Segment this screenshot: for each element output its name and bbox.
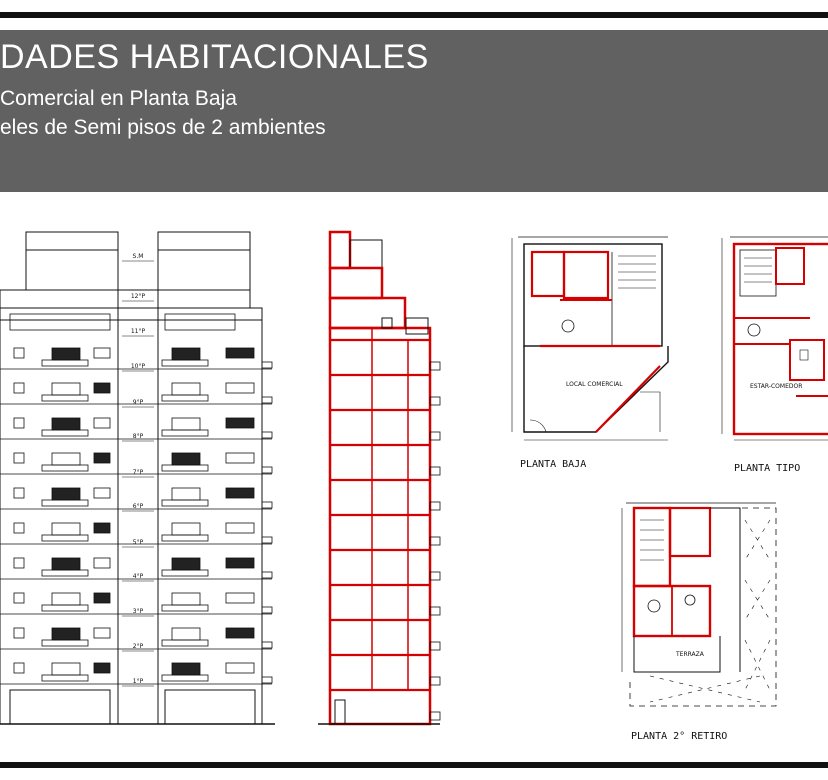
balcony-window [52, 418, 80, 430]
floor-label: 4°P [132, 573, 144, 580]
balcony-window [172, 558, 200, 570]
side-balcony [262, 502, 272, 508]
balcony-window [172, 348, 200, 360]
window [94, 383, 110, 393]
side-balcony [262, 607, 272, 613]
plan-planta-baja [512, 237, 668, 470]
front-elevation [0, 232, 275, 724]
side-balcony [262, 467, 272, 473]
subtitle-line-2: eles de Semi pisos de 2 ambientes [0, 116, 326, 139]
balcony-rail [162, 675, 208, 681]
window [94, 453, 110, 463]
balcony-rail [42, 535, 88, 541]
section-balcony [430, 537, 440, 545]
window [94, 593, 110, 603]
section-balcony [430, 677, 440, 685]
floor-label: S.M [132, 253, 144, 260]
balcony-rail [162, 500, 208, 506]
caption-planta-retiro: PLANTA 2° RETIRO [631, 731, 728, 742]
window [226, 593, 254, 603]
side-balcony [262, 537, 272, 543]
balcony-window [52, 383, 80, 395]
balcony-rail [42, 500, 88, 506]
balcony-window [172, 663, 200, 675]
floor-label: 10°P [130, 363, 146, 370]
window [14, 418, 24, 428]
balcony-window [172, 628, 200, 640]
floor-label: 11°P [130, 328, 146, 335]
balcony-window [172, 523, 200, 535]
balcony-window [52, 488, 80, 500]
floor-label: 9°P [132, 399, 144, 406]
window [94, 348, 110, 358]
balcony-rail [42, 640, 88, 646]
caption-planta-baja: PLANTA BAJA [520, 459, 587, 470]
floor-label: 6°P [132, 503, 144, 510]
balcony-window [52, 628, 80, 640]
balcony-window [172, 453, 200, 465]
section-balcony [430, 397, 440, 405]
side-balcony [262, 432, 272, 438]
balcony-window [172, 488, 200, 500]
side-balcony [262, 362, 272, 368]
room-label-terraza: TERRAZA [676, 651, 704, 658]
roof-terrace-rail [165, 314, 235, 330]
side-balcony [262, 677, 272, 683]
balcony-window [52, 453, 80, 465]
window [14, 453, 24, 463]
balcony-rail [162, 605, 208, 611]
side-balcony [262, 397, 272, 403]
window [226, 558, 254, 568]
window [226, 523, 254, 533]
section-balcony [430, 432, 440, 440]
window [14, 348, 24, 358]
roof-terrace-rail [10, 314, 110, 330]
window [94, 418, 110, 428]
balcony-rail [42, 675, 88, 681]
balcony-rail [162, 640, 208, 646]
balcony-rail [162, 465, 208, 471]
floor-label: 2°P [132, 643, 144, 650]
floor-label: 7°P [132, 469, 144, 476]
floor-label: 12°P [130, 293, 146, 300]
balcony-rail [42, 430, 88, 436]
window [14, 593, 24, 603]
section-balcony [430, 712, 440, 720]
balcony-rail [162, 360, 208, 366]
balcony-rail [162, 395, 208, 401]
window [226, 628, 254, 638]
window [226, 488, 254, 498]
room-label-local: LOCAL COMERCIAL [566, 381, 623, 388]
page-title: DADES HABITACIONALES [0, 38, 429, 76]
window [226, 453, 254, 463]
side-balcony [262, 572, 272, 578]
balcony-rail [162, 430, 208, 436]
window [94, 663, 110, 673]
balcony-rail [162, 535, 208, 541]
plan-planta-tipo [722, 237, 828, 474]
window [14, 523, 24, 533]
balcony-window [172, 383, 200, 395]
building-section [318, 232, 440, 724]
section-balcony [430, 467, 440, 475]
balcony-window [172, 418, 200, 430]
floor-label: 8°P [132, 433, 144, 440]
side-balcony [262, 642, 272, 648]
window [14, 383, 24, 393]
floor-label: 1°P [132, 678, 144, 685]
floor-label: 3°P [132, 608, 144, 615]
window [14, 663, 24, 673]
window [14, 628, 24, 638]
window [226, 663, 254, 673]
section-balcony [430, 607, 440, 615]
balcony-window [52, 663, 80, 675]
window [94, 523, 110, 533]
window [94, 628, 110, 638]
section-balcony [430, 502, 440, 510]
window [226, 348, 254, 358]
section-balcony [430, 642, 440, 650]
window [14, 558, 24, 568]
window [226, 418, 254, 428]
balcony-rail [162, 570, 208, 576]
balcony-window [52, 593, 80, 605]
subtitle-line-1: Comercial en Planta Baja [0, 87, 237, 110]
caption-planta-tipo: PLANTA TIPO [734, 463, 801, 474]
bottom-border [0, 762, 828, 768]
balcony-rail [42, 465, 88, 471]
floor-label: 5°P [132, 539, 144, 546]
window [94, 558, 110, 568]
window [94, 488, 110, 498]
balcony-window [52, 348, 80, 360]
balcony-rail [42, 395, 88, 401]
window [14, 488, 24, 498]
room-label-estar: ESTAR-COMEDOR [750, 383, 803, 390]
balcony-window [172, 593, 200, 605]
window [226, 383, 254, 393]
balcony-window [52, 558, 80, 570]
balcony-rail [42, 360, 88, 366]
balcony-window [52, 523, 80, 535]
section-balcony [430, 572, 440, 580]
section-balcony [430, 362, 440, 370]
plan-planta-retiro [622, 503, 776, 742]
balcony-rail [42, 605, 88, 611]
balcony-rail [42, 570, 88, 576]
